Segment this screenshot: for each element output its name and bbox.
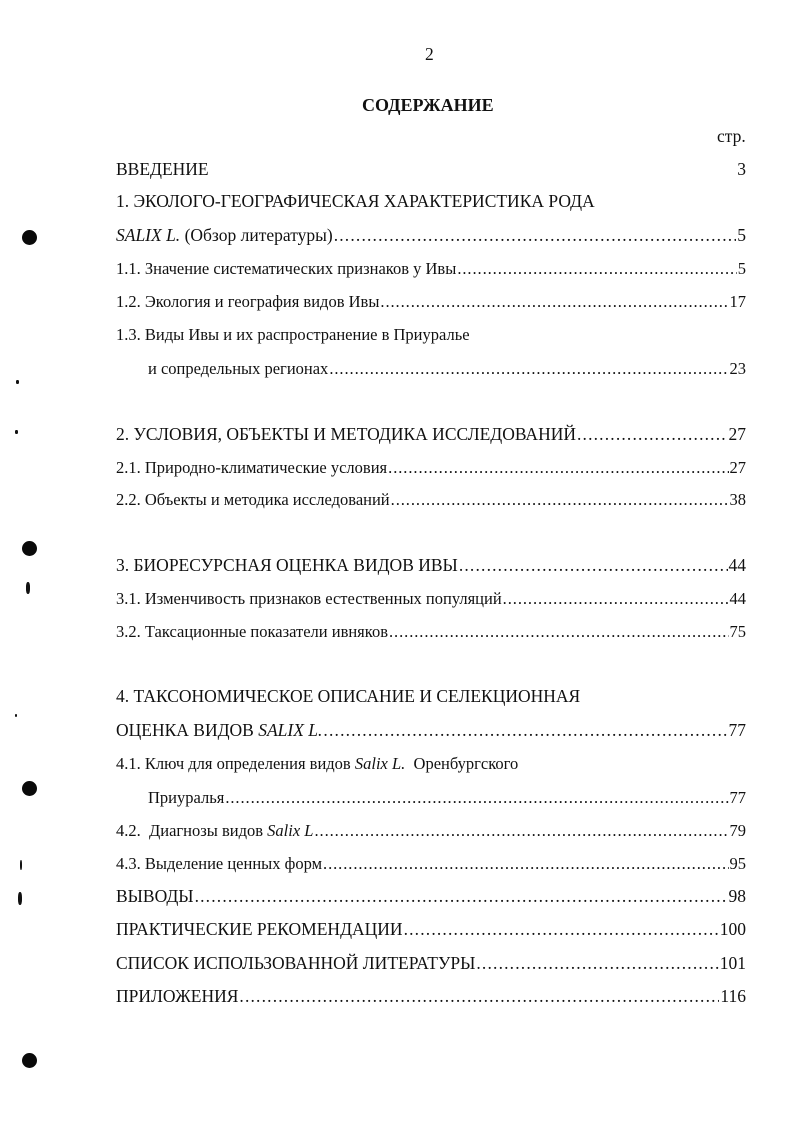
toc-label: 1.1. Значение систематических признаков у Ивы <box>116 259 457 278</box>
toc-entry-3-2 <box>116 624 746 641</box>
toc-entry-chapter-3 <box>116 557 746 575</box>
scan-speck <box>15 430 18 434</box>
toc-page: 79 <box>729 821 746 840</box>
toc-label: ПРАКТИЧЕСКИЕ РЕКОМЕНДАЦИИ <box>116 919 403 939</box>
toc-label: 1. ЭКОЛОГО-ГЕОГРАФИЧЕСКАЯ ХАРАКТЕРИСТИКА РОДА <box>116 191 595 211</box>
toc-label-rest: ОЦЕНКА ВИДОВ <box>116 720 259 740</box>
toc-label <box>116 227 333 245</box>
toc-entry-1-1 <box>116 261 746 278</box>
toc-entry-1-3 <box>116 327 746 344</box>
toc-leader <box>329 361 728 378</box>
toc-label: 2.1. Природно-климатические условия <box>116 458 388 477</box>
scan-speck <box>16 380 19 384</box>
toc-page: 5 <box>737 225 746 245</box>
toc-leader <box>459 557 728 575</box>
toc-label <box>116 756 518 773</box>
toc-leader <box>323 722 727 740</box>
toc-entry-4-3 <box>116 856 746 873</box>
toc-label-tail: Оренбургского <box>405 754 519 773</box>
toc-page: 101 <box>719 953 746 973</box>
toc-label: 3.2. Таксационные показатели ивняков <box>116 622 388 641</box>
toc-page: 95 <box>729 854 746 873</box>
toc-label: СПИСОК ИСПОЛЬЗОВАННОЙ ЛИТЕРАТУРЫ <box>116 953 476 973</box>
toc-entry-2-1 <box>116 460 746 477</box>
toc-entry-chapter-1-cont <box>116 227 746 245</box>
toc-label-rest: 4.1. Ключ для определения видов <box>116 754 355 773</box>
page-column-label: стр. <box>717 126 746 146</box>
page-title: СОДЕРЖАНИЕ <box>362 95 494 115</box>
toc-leader <box>577 426 728 444</box>
toc-label-rest: (Обзор литературы) <box>180 225 333 245</box>
toc-entry-4-2 <box>116 823 746 840</box>
toc-label: и сопредельных регионах <box>148 359 329 378</box>
toc-label-italic: Salix L <box>267 821 314 840</box>
toc-label: 2. УСЛОВИЯ, ОБЪЕКТЫ И МЕТОДИКА ИССЛЕДОВАНИЙ <box>116 424 576 444</box>
toc-label-rest: 4.2. Диагнозы видов <box>116 821 268 840</box>
toc-entry-chapter-4-cont <box>116 722 746 740</box>
toc-leader <box>239 988 719 1006</box>
binder-hole <box>22 541 37 556</box>
toc-page: 17 <box>729 292 746 311</box>
toc-entry-conclusions <box>116 888 746 906</box>
toc-entry-introduction <box>116 161 746 179</box>
toc-label-italic: SALIX L. <box>116 225 181 245</box>
toc-entry-chapter-2 <box>116 426 746 444</box>
toc-page: 98 <box>728 886 746 906</box>
toc-leader <box>388 460 728 477</box>
toc-page: 100 <box>719 919 746 939</box>
toc-page: 75 <box>729 622 746 641</box>
toc-label: 1.3. Виды Ивы и их распространение в Приуралье <box>116 325 470 344</box>
scan-speck <box>26 582 30 594</box>
binder-hole <box>22 781 37 796</box>
toc-entry-chapter-1 <box>116 193 746 211</box>
toc-entry-1-3-cont <box>148 361 746 378</box>
toc-entry-chapter-4 <box>116 688 746 706</box>
toc-label: ВЫВОДЫ <box>116 886 194 906</box>
toc-page: 44 <box>728 555 746 575</box>
toc-leader <box>476 955 718 973</box>
toc-label: 4. ТАКСОНОМИЧЕСКОЕ ОПИСАНИЕ И СЕЛЕКЦИОННАЯ <box>116 686 581 706</box>
toc-page: 38 <box>729 490 746 509</box>
toc-label: 3.1. Изменчивость признаков естественных популяций <box>116 589 502 608</box>
toc-label: 2.2. Объекты и методика исследований <box>116 490 390 509</box>
toc-label-italic: Salix L. <box>354 754 406 773</box>
toc-label: Приуралья <box>148 788 225 807</box>
toc-page: 5 <box>737 259 746 278</box>
toc-entry-2-2 <box>116 492 746 509</box>
toc-leader <box>391 492 729 509</box>
toc-page: 77 <box>728 720 746 740</box>
toc-label <box>116 722 322 740</box>
toc-page: 3 <box>737 159 746 179</box>
toc-leader <box>503 591 729 608</box>
toc-leader <box>457 261 736 278</box>
toc-leader <box>225 790 728 807</box>
toc-leader <box>195 888 728 906</box>
toc-leader <box>380 294 728 311</box>
page-number: 2 <box>425 44 434 64</box>
toc-page: 23 <box>729 359 746 378</box>
toc-leader <box>334 227 737 245</box>
toc-label-italic: SALIX L. <box>258 720 323 740</box>
toc-entry-4-1-cont <box>148 790 746 807</box>
toc-label: 4.3. Выделение ценных форм <box>116 854 323 873</box>
toc-label <box>116 823 313 840</box>
toc-leader <box>404 921 719 939</box>
toc-label: 1.2. Экология и география видов Ивы <box>116 292 380 311</box>
scan-speck <box>20 860 22 870</box>
toc-page: 116 <box>720 986 746 1006</box>
toc-entry-3-1 <box>116 591 746 608</box>
toc-leader <box>389 624 729 641</box>
toc-leader <box>323 856 728 873</box>
toc-label: ПРИЛОЖЕНИЯ <box>116 986 239 1006</box>
toc-entry-1-2 <box>116 294 746 311</box>
toc-entry-appendices <box>116 988 746 1006</box>
scan-speck <box>15 714 17 717</box>
scan-speck <box>18 892 22 905</box>
toc-label: ВВЕДЕНИЕ <box>116 159 209 179</box>
toc-page: 27 <box>729 458 746 477</box>
toc-page: 77 <box>729 788 746 807</box>
toc-page: 44 <box>729 589 746 608</box>
binder-hole <box>22 1053 37 1068</box>
toc-entry-references <box>116 955 746 973</box>
binder-hole <box>22 230 37 245</box>
toc-entry-recommendations <box>116 921 746 939</box>
toc-page: 27 <box>728 424 746 444</box>
toc-leader <box>314 823 728 840</box>
toc-label: 3. БИОРЕСУРСНАЯ ОЦЕНКА ВИДОВ ИВЫ <box>116 555 458 575</box>
toc-entry-4-1 <box>116 756 746 773</box>
